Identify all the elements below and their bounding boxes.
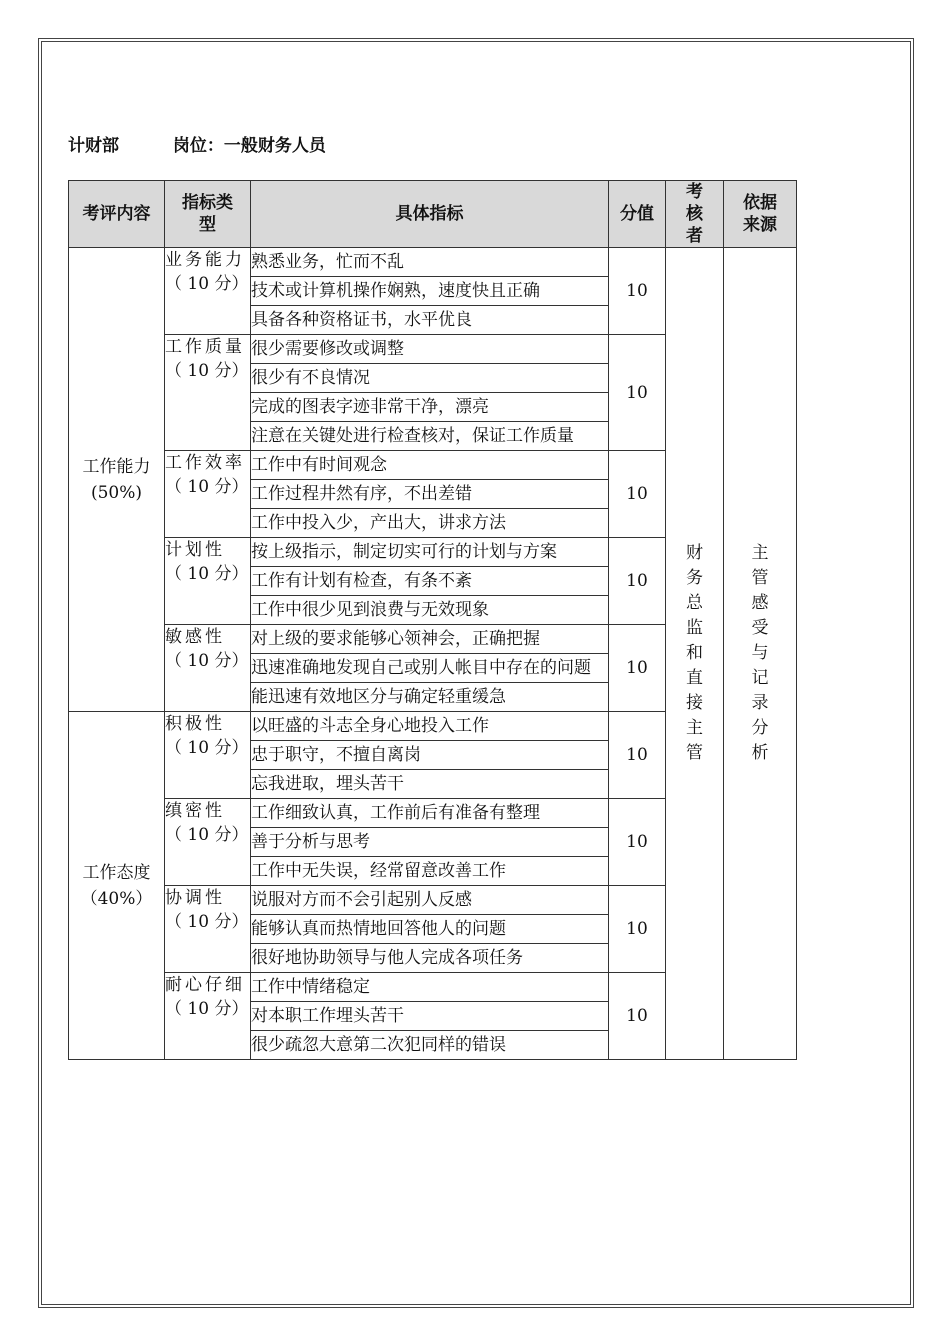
- indicator-item: 注意在关键处进行检查核对，保证工作质量: [251, 422, 609, 451]
- category-cell: [69, 712, 165, 1060]
- indicator-type-name: 积极性: [165, 714, 225, 734]
- indicator-item: 以旺盛的斗志全身心地投入工作: [251, 712, 609, 741]
- indicator-item: 很少需要修改或调整: [251, 335, 609, 364]
- indicator-type-name: 协调性: [165, 888, 225, 908]
- source-cell: [724, 248, 797, 1060]
- indicator-item: 工作有计划有检查，有条不紊: [251, 567, 609, 596]
- indicator-type-name: 业务能力: [165, 250, 245, 270]
- indicator-type-name: 计划性: [165, 540, 225, 560]
- indicator-item: 忠于职守，不擅自离岗: [251, 741, 609, 770]
- indicator-item: 很少有不良情况: [251, 364, 609, 393]
- indicator-item: 工作中很少见到浪费与无效现象: [251, 596, 609, 625]
- indicator-item: 完成的图表字迹非常干净，漂亮: [251, 393, 609, 422]
- indicator-item: 具备各种资格证书，水平优良: [251, 306, 609, 335]
- indicator-type-cell: [165, 538, 251, 625]
- indicator-type-name: 工作效率: [165, 453, 245, 473]
- source-text: 主管感受与记录分析: [751, 543, 769, 763]
- doc-header: [68, 131, 326, 156]
- score-cell: 10: [609, 886, 666, 973]
- category-weight: （40%）: [80, 888, 153, 909]
- indicator-type-name: 缜密性: [165, 801, 225, 821]
- category-name: 工作态度: [82, 862, 151, 883]
- indicator-type-name: 耐心仔细: [165, 975, 245, 995]
- score-cell: 10: [609, 451, 666, 538]
- indicator-type-name: 敏感性: [165, 627, 225, 647]
- indicator-item: 很少疏忽大意第二次犯同样的错误: [251, 1031, 609, 1060]
- indicator-item: 善于分析与思考: [251, 828, 609, 857]
- indicator-item: 熟悉业务，忙而不乱: [251, 248, 609, 277]
- table-body: [69, 248, 797, 1060]
- indicator-item: 迅速准确地发现自己或别人帐目中存在的问题: [251, 654, 609, 683]
- indicator-type-cell: [165, 973, 251, 1060]
- indicator-type-score-note: （ 10 分）: [165, 738, 249, 758]
- indicator-item: 忘我进取，埋头苦干: [251, 770, 609, 799]
- indicator-item: 能迅速有效地区分与确定轻重缓急: [251, 683, 609, 712]
- indicator-type-cell: [165, 451, 251, 538]
- indicator-type-score-note: （ 10 分）: [165, 274, 249, 294]
- score-cell: 10: [609, 625, 666, 712]
- indicator-type-score-note: （ 10 分）: [165, 651, 249, 671]
- header-score: 分值: [609, 181, 666, 248]
- score-cell: 10: [609, 248, 666, 335]
- indicator-type-cell: [165, 625, 251, 712]
- indicator-type-score-note: （ 10 分）: [165, 564, 249, 584]
- indicator-item: 对本职工作埋头苦干: [251, 1002, 609, 1031]
- score-cell: 10: [609, 973, 666, 1060]
- table-header-row: [69, 181, 797, 248]
- indicator-type-cell: [165, 248, 251, 335]
- indicator-item: 工作中无失误，经常留意改善工作: [251, 857, 609, 886]
- indicator-item: 按上级指示，制定切实可行的计划与方案: [251, 538, 609, 567]
- category-cell: [69, 248, 165, 712]
- indicator-type-score-note: （ 10 分）: [165, 999, 249, 1019]
- score-cell: 10: [609, 799, 666, 886]
- category-weight: (50%): [90, 482, 143, 503]
- score-cell: 10: [609, 712, 666, 799]
- assessor-cell: [666, 248, 724, 1060]
- header-source: 依据来源: [724, 181, 797, 248]
- indicator-type-score-note: （ 10 分）: [165, 361, 249, 381]
- header-type: 指标类型: [165, 181, 251, 248]
- indicator-item: 技术或计算机操作娴熟，速度快且正确: [251, 277, 609, 306]
- score-cell: 10: [609, 538, 666, 625]
- indicator-type-name: 工作质量: [165, 337, 245, 357]
- indicator-item: 工作中情绪稳定: [251, 973, 609, 1002]
- indicator-type-cell: [165, 335, 251, 451]
- indicator-item: 能够认真而热情地回答他人的问题: [251, 915, 609, 944]
- indicator-item: 工作中投入少，产出大，讲求方法: [251, 509, 609, 538]
- header-assessor: 考核者: [666, 181, 724, 248]
- indicator-type-cell: [165, 886, 251, 973]
- indicator-type-score-note: （ 10 分）: [165, 477, 249, 497]
- header-content: 考评内容: [69, 181, 165, 248]
- table-row: [69, 248, 797, 277]
- indicator-item: 工作过程井然有序，不出差错: [251, 480, 609, 509]
- indicator-item: 工作细致认真，工作前后有准备有整理: [251, 799, 609, 828]
- indicator-type-cell: [165, 712, 251, 799]
- indicator-type-score-note: （ 10 分）: [165, 825, 249, 845]
- indicator-item: 对上级的要求能够心领神会，正确把握: [251, 625, 609, 654]
- department-label: 计财部: [68, 136, 119, 156]
- assessor-text: 财务总监和直接主管: [686, 543, 703, 763]
- evaluation-table: [68, 180, 797, 1060]
- indicator-item: 说服对方而不会引起别人反感: [251, 886, 609, 915]
- indicator-item: 工作中有时间观念: [251, 451, 609, 480]
- score-cell: 10: [609, 335, 666, 451]
- category-name: 工作能力: [82, 456, 151, 477]
- indicator-type-score-note: （ 10 分）: [165, 912, 249, 932]
- indicator-type-cell: [165, 799, 251, 886]
- indicator-item: 很好地协助领导与他人完成各项任务: [251, 944, 609, 973]
- header-indicator: 具体指标: [251, 181, 609, 248]
- position-label: 岗位：一般财务人员: [172, 136, 326, 156]
